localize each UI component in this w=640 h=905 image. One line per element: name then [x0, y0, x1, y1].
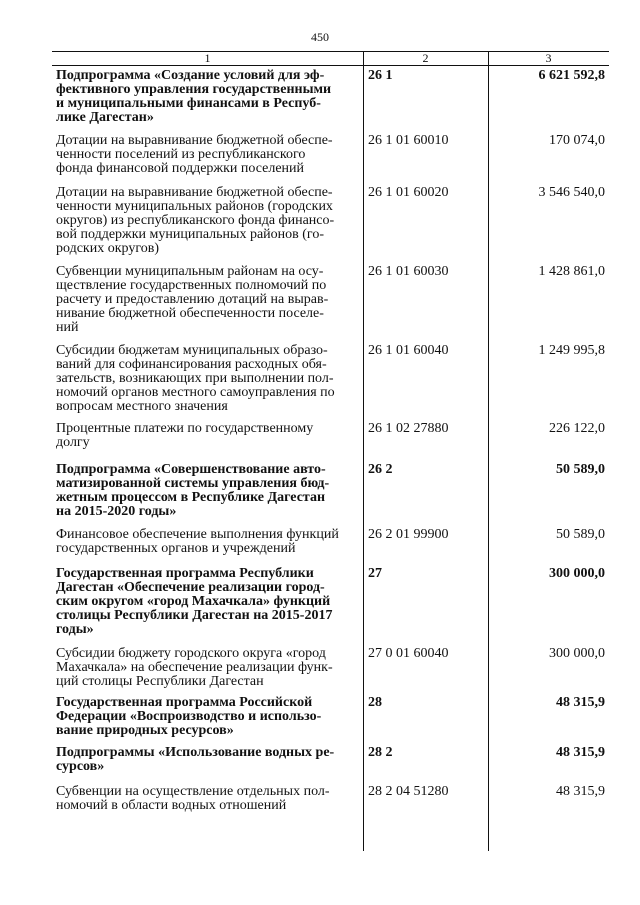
row-name-line: на 2015-2020 годы»: [56, 504, 177, 519]
row-name: [56, 647, 356, 689]
row-name-line: и муниципальными финансами в Респуб-: [56, 96, 321, 111]
row-name: [56, 422, 356, 450]
row-name-line: сурсов»: [56, 759, 105, 774]
row-name-line: Подпрограммы «Использование водных ре-: [56, 745, 335, 760]
row-code: 27 0 01 60040: [368, 646, 449, 661]
row-amount: 3 546 540,0: [538, 185, 605, 200]
row-code: 26 1 01 60010: [368, 133, 449, 148]
row-name-line: Подпрограмма «Создание условий для эф-: [56, 68, 325, 83]
row-name-line: вой поддержки муниципальных районов (го-: [56, 227, 324, 242]
row-name-line: нивание бюджетной обеспеченности поселе-: [56, 306, 324, 321]
header-col-2: 2: [422, 51, 429, 65]
row-name-line: ваний для софинансирования расходных обя-: [56, 357, 327, 372]
row-name-line: годы»: [56, 622, 94, 637]
row-code: 26 1 01 60040: [368, 343, 449, 358]
row-name-line: жетным процессом в Республике Дагестан: [56, 490, 326, 505]
row-name-line: фонда финансовой поддержки поселений: [56, 161, 305, 176]
budget-table: [52, 51, 609, 813]
row-name: [56, 344, 356, 414]
row-code: 27: [368, 566, 382, 581]
row-amount: 50 589,0: [556, 527, 605, 542]
row-name: [56, 186, 356, 256]
row-code: 26 1 01 60020: [368, 185, 449, 200]
row-name-line: зательств, возникающих при выполнении пол-: [56, 371, 334, 386]
row-name-line: Субсидии бюджету городского округа «город: [56, 646, 326, 661]
row-name: [56, 134, 356, 176]
row-name: [56, 746, 356, 774]
row-name: [56, 528, 356, 556]
table-header: [52, 51, 609, 66]
row-name-line: Подпрограмма «Совершенствование авто-: [56, 462, 326, 477]
header-col-1: 1: [204, 51, 211, 65]
column-divider-1: [363, 51, 364, 851]
row-name-line: Махачкала» на обеспечение реализации функ-: [56, 660, 333, 675]
row-name-line: округов) из республиканского фонда финансо-: [56, 213, 335, 228]
row-code: 26 2: [368, 462, 393, 477]
row-code: 28: [368, 695, 382, 710]
row-amount: 48 315,9: [556, 745, 605, 760]
row-name: [56, 785, 356, 813]
row-amount: 1 428 861,0: [538, 264, 605, 279]
row-name-line: Дотации на выравнивание бюджетной обеспе-: [56, 133, 333, 148]
row-amount: 226 122,0: [549, 421, 605, 436]
row-name-line: ществление государственных полномочий по: [56, 278, 327, 293]
row-name-line: Государственная программа Республики: [56, 566, 314, 581]
row-name-line: государственных органов и учреждений: [56, 541, 296, 556]
row-name-line: фективного управления государственными: [56, 82, 332, 97]
row-name-line: столицы Республики Дагестан на 2015-2017: [56, 608, 333, 623]
header-col-3: 3: [545, 51, 552, 65]
row-name-line: ций столицы Республики Дагестан: [56, 674, 264, 689]
row-name-line: вопросам местного значения: [56, 399, 228, 414]
row-name-line: ний: [56, 320, 79, 335]
row-name-line: Финансовое обеспечение выполнения функций: [56, 527, 339, 542]
row-code: 26 1 02 27880: [368, 421, 449, 436]
row-name: [56, 69, 356, 125]
row-code: 28 2 04 51280: [368, 784, 449, 799]
row-name-line: ченности поселений из республиканского: [56, 147, 306, 162]
row-amount: 48 315,9: [556, 695, 605, 710]
row-name: [56, 696, 356, 738]
column-divider-2: [488, 51, 489, 851]
row-name-line: Государственная программа Российской: [56, 695, 313, 710]
row-code: 26 1: [368, 68, 393, 83]
row-amount: 300 000,0: [549, 566, 605, 581]
row-amount: 170 074,0: [549, 133, 605, 148]
row-name-line: Федерации «Воспроизводство и использо-: [56, 709, 322, 724]
row-amount: 1 249 995,8: [538, 343, 605, 358]
row-name-line: Субвенции на осуществление отдельных пол-: [56, 784, 330, 799]
row-name-line: Процентные платежи по государственному: [56, 421, 314, 436]
row-name-line: номочий в области водных отношений: [56, 798, 287, 813]
row-amount: 50 589,0: [556, 462, 605, 477]
row-name-line: Дотации на выравнивание бюджетной обеспе-: [56, 185, 333, 200]
row-amount: 48 315,9: [556, 784, 605, 799]
row-amount: 300 000,0: [549, 646, 605, 661]
row-name-line: номочий органов местного самоуправления по: [56, 385, 335, 400]
row-name-line: долгу: [56, 435, 90, 450]
page-number: 450: [311, 30, 329, 44]
row-name: [56, 567, 356, 637]
row-name-line: ским округом «город Махачкала» функций: [56, 594, 331, 609]
row-name: [56, 265, 356, 335]
row-code: 26 1 01 60030: [368, 264, 449, 279]
row-name-line: Субвенции муниципальным районам на осу-: [56, 264, 324, 279]
row-name-line: ченности муниципальных районов (городских: [56, 199, 333, 214]
row-name-line: расчету и предоставлению дотаций на вырав-: [56, 292, 329, 307]
row-name-line: лике Дагестан»: [56, 110, 154, 125]
row-name-line: Субсидии бюджетам муниципальных образо-: [56, 343, 328, 358]
row-name-line: матизированной системы управления бюд-: [56, 476, 330, 491]
row-name-line: родских округов): [56, 241, 160, 256]
row-code: 26 2 01 99900: [368, 527, 449, 542]
row-name-line: Дагестан «Обеспечение реализации город-: [56, 580, 325, 595]
row-amount: 6 621 592,8: [538, 68, 605, 83]
row-code: 28 2: [368, 745, 393, 760]
row-name-line: вание природных ресурсов»: [56, 723, 234, 738]
row-name: [56, 463, 356, 519]
